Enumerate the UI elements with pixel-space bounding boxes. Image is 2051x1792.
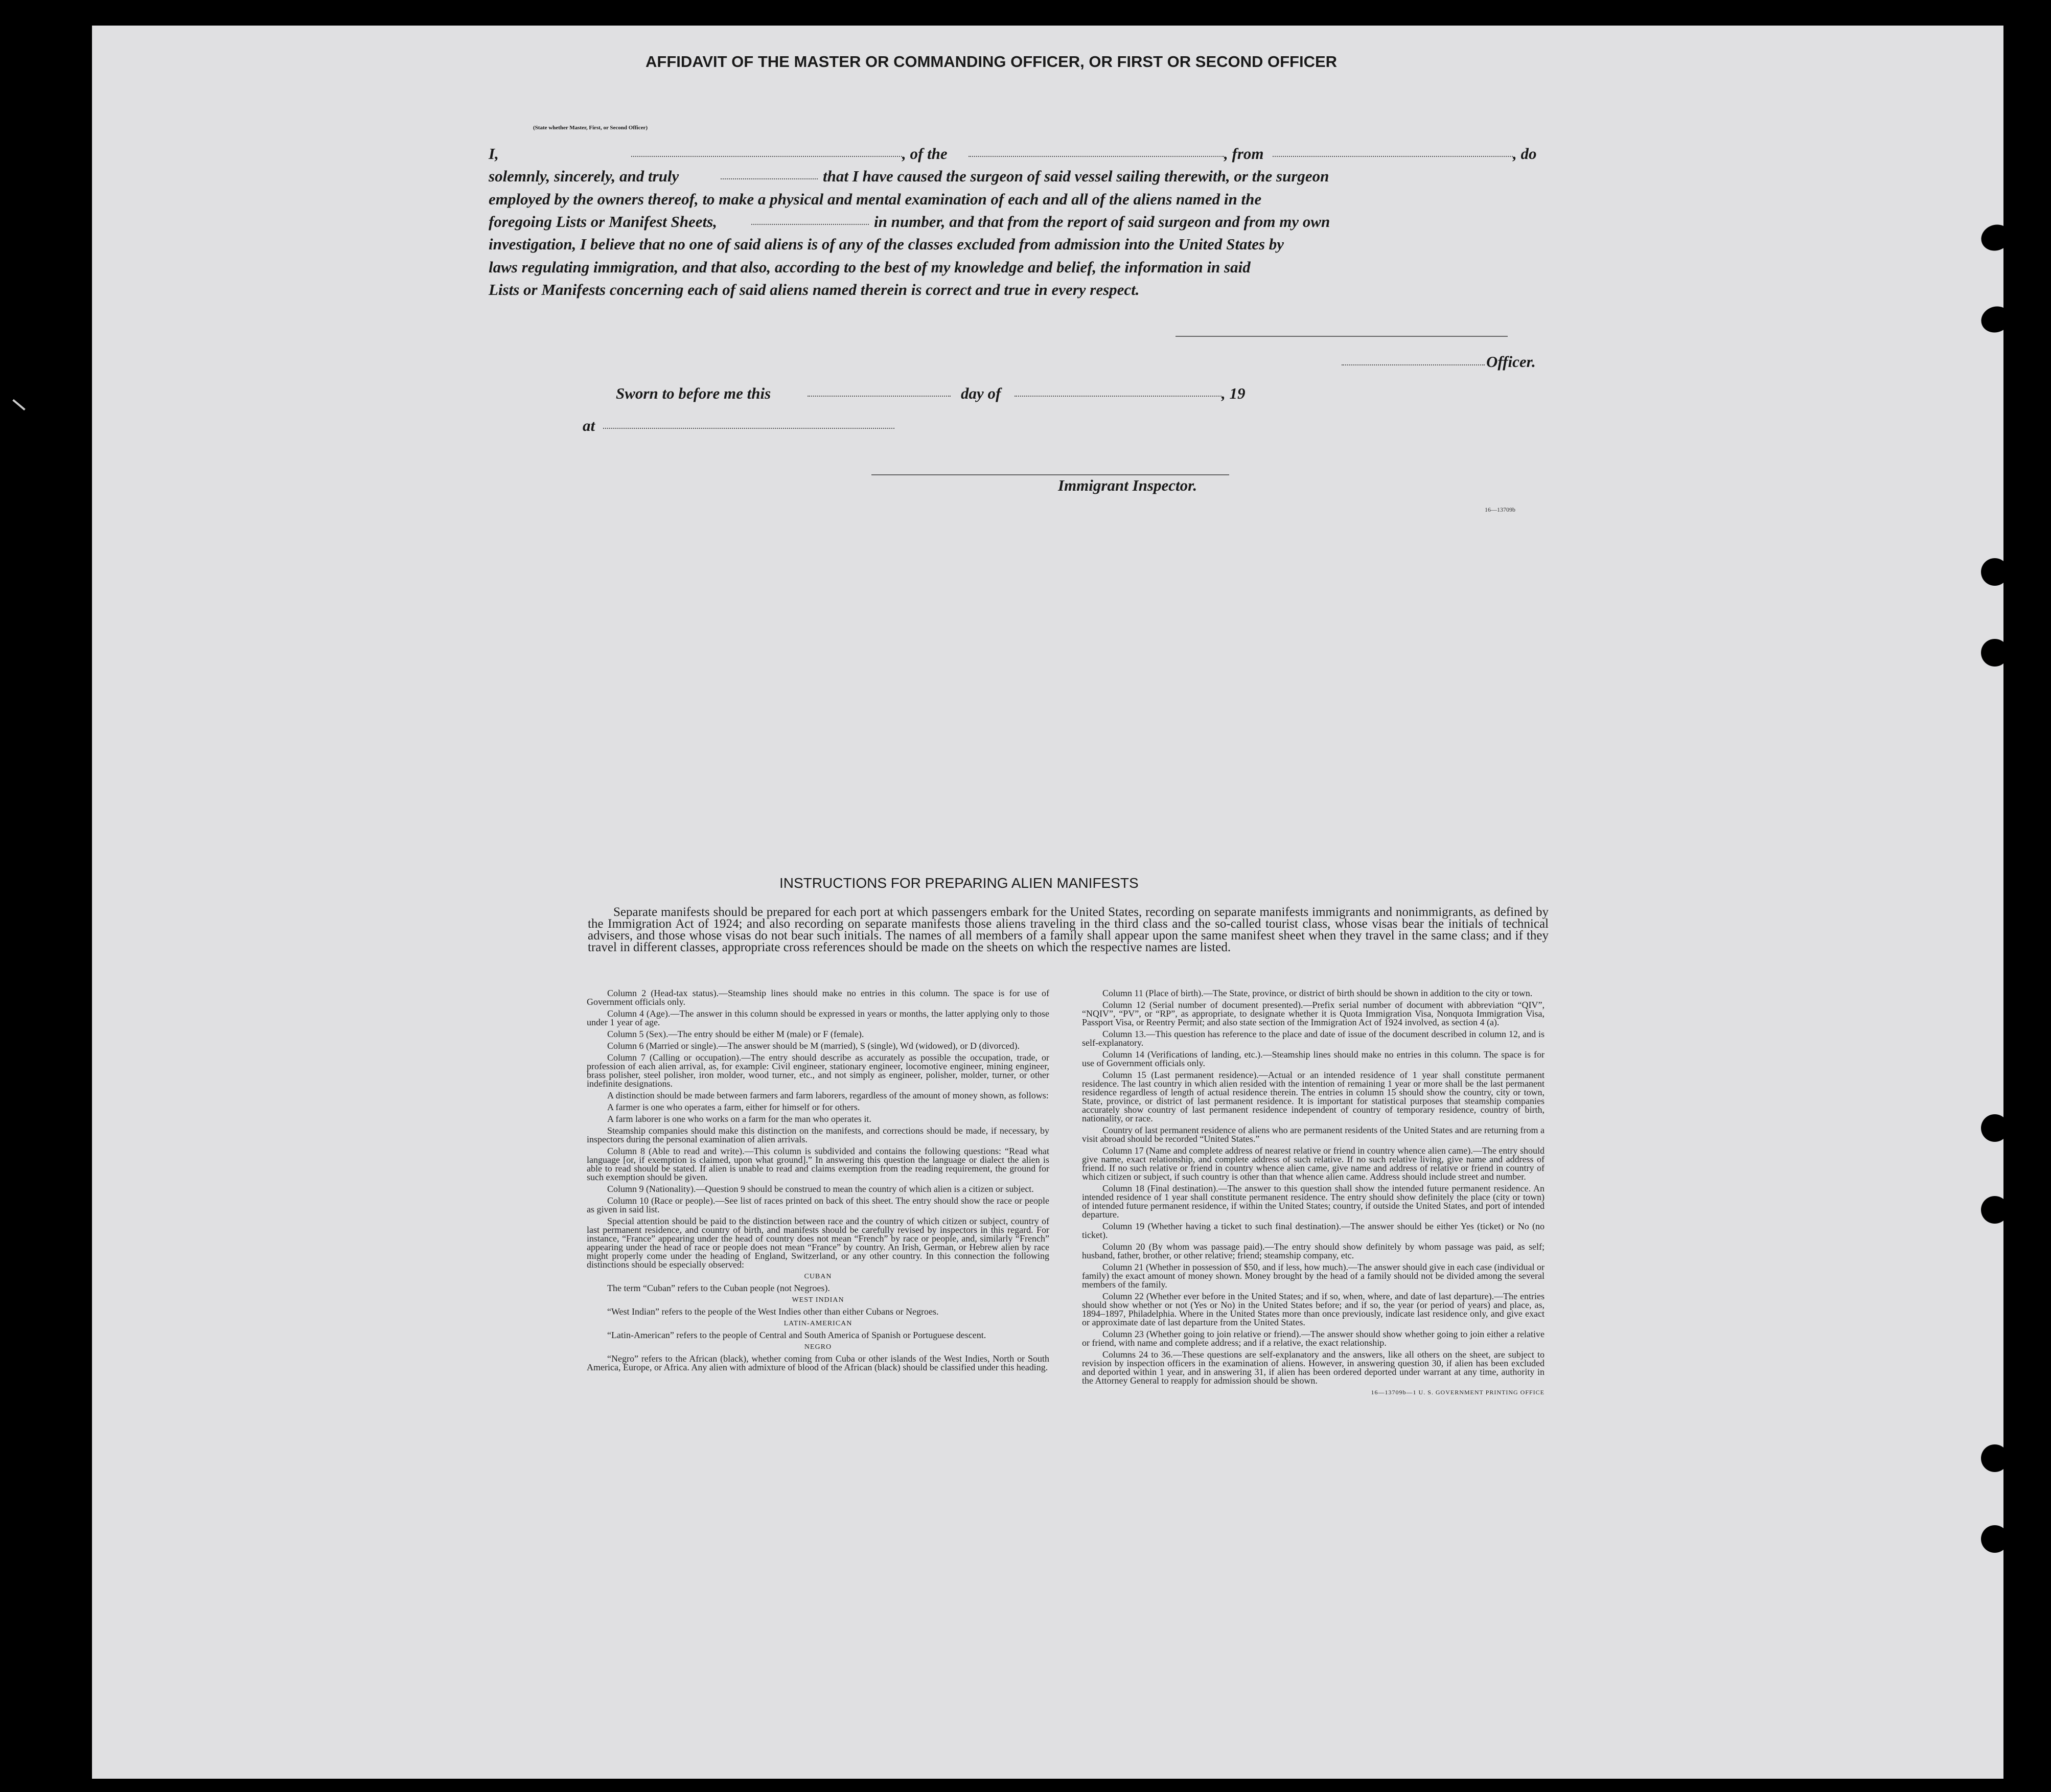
rank-note: (State whether Master, First, or Second Officer) [533,125,648,131]
instruction-paragraph: A farmer is one who operates a farm, either for himself or for others. [607,1102,860,1112]
officer-label: Officer. [1486,353,1536,371]
inspector-label: Immigrant Inspector. [1058,476,1197,494]
affidavit-i: I, [489,145,499,163]
punch-hole [1981,1114,2009,1142]
negro-heading: NEGRO [804,1343,832,1351]
sheet-count-blank [751,224,869,225]
instruction-paragraph: Column 18 (Final destination).—The answer to this question shall show the intended future permanent residence. An intended residence of 1 year shall constitute permanent residence. The entry should show definitely the place (city or town) of intended future permanent residence, if within the United States; country, if outside the United States, and port of intended departure. [1082,1183,1545,1220]
affidavit-line5: investigation, I believe that no one of said aliens is of any of the classes excluded from admission into the United States by [489,235,1284,253]
instruction-paragraph: Special attention should be paid to the distinction between race and the country of which citizen or subject, country of last permanent residence, and country of birth, and manifests should be carefully revised by inspectors in this regard. For instance, “France” appearing under the head of country does not mean “French” by race or people, and, similarly “French” appearing under the head of race or people does not mean “France” by country. An Irish, German, or Hebrew alien by race might properly come under the heading of England, Switzerland, or any other country. In this connection the following distinctions should be especially observed: [587,1216,1049,1270]
instruction-paragraph: Column 23 (Whether going to join relative or friend).—The answer should show whether going to join either a relative or friend, with name and complete address; and if a relative, the exact relationship. [1082,1329,1545,1348]
punch-hole [1981,639,2009,667]
cuban-heading: CUBAN [804,1273,832,1280]
instruction-paragraph: Column 10 (Race or people).—See list of races printed on back of this sheet. The entry should show the race or people as given in said list. [587,1196,1049,1214]
officer-rank-blank [631,156,902,157]
punch-hole [1981,558,2009,586]
instruction-paragraph: Column 17 (Name and complete address of nearest relative or friend in country whence alien came).—The entry should give name, exact relationship, and complete address of such relative. If no such relative living, give name and address of friend. If no such relative or friend in country whence alien came, give name and address of relative or friend in country of which citizen or subject, if such country is other than that whence alien came. Address should include street and number. [1082,1145,1545,1182]
day-of-text: day of [961,384,1001,402]
affidavit-title: AFFIDAVIT OF THE MASTER OR COMMANDING OFFICER, OR FIRST OR SECOND OFFICER [646,53,1338,71]
place-blank [603,428,894,429]
cuban-definition: The term “Cuban” refers to the Cuban people (not Negroes). [607,1283,830,1293]
officer-name-blank [1342,364,1485,365]
latin-american-heading: LATIN-AMERICAN [783,1320,852,1327]
instruction-paragraph: Country of last permanent residence of aliens who are permanent residents of the United States and are returning from a visit abroad should be recorded “United States.” [1082,1125,1545,1144]
instruction-paragraph: Column 7 (Calling or occupation).—The entry should describe as accurately as possible the occupation, trade, or profession of each alien arrival, as, for example: Civil engineer, stationary engineer, locomotive engineer, mining engineer, brass polisher, steel polisher, iron molder, wood turner, etc., and not simply as engineer, polisher, molder, turner, or other indefinite designations. [587,1052,1049,1089]
instruction-paragraph: Steamship companies should make this distinction on the manifests, and corrections should be made, if necessary, by inspectors during the personal examination of alien arrivals. [587,1125,1049,1144]
affidavit-do: , do [1513,145,1537,163]
instruction-paragraph: Column 9 (Nationality).—Question 9 should be construed to mean the country of which alien is a citizen or subject. [607,1184,1034,1194]
port-from-blank [1273,156,1513,157]
affidavit-line7: Lists or Manifests concerning each of said aliens named therein is correct and true in every respect. [489,281,1140,298]
instruction-paragraph: Column 14 (Verifications of landing, etc.).—Steamship lines should make no entries in this column. The space is for use of Government officials only. [1082,1049,1545,1068]
punch-hole [1981,1196,2009,1224]
latin-american-definition: “Latin-American” refers to the people of Central and South America of Spanish or Portuguese descent. [607,1330,986,1340]
instruction-paragraph: Column 19 (Whether having a ticket to such final destination).—The answer should be either Yes (ticket) or No (no ticket). [1082,1221,1545,1240]
west-indian-heading: WEST INDIAN [792,1296,844,1304]
instructions-intro: Separate manifests should be prepared for each port at which passengers embark for the United States, recording on separate manifests immigrants and nonimmigrants, as defined by the Immigration Act of 1924; and also recording on separate manifests those aliens traveling in the third class and the so-called tourist class, whose visas bear the initials of technical advisers, and those whose visas do not bear such initials. The names of all members of a family shall appear upon the same manifest sheet when they travel in the same class; and if they travel in different classes, appropriate cross references should be made on the sheets on which the respective names are listed. [588,905,1549,954]
instruction-paragraph: Column 8 (Able to read and write).—This column is subdivided and contains the following questions: “Read what language [or, if exemption is claimed, upon what ground].” In answering this question the language or dialect the alien is able to read should be stated. If alien is unable to read and claims exemption from the reading requirement, the ground for such exemption should be given. [587,1146,1049,1182]
negro-definition: “Negro” refers to the African (black), whether coming from Cuba or other islands of the West Indies, North or South America, Europe, or Africa. Any alien with admixture of blood of the African (black) should be classified under this heading. [587,1353,1049,1372]
oath-blank [721,178,818,179]
instruction-paragraph: Column 12 (Serial number of document presented).—Prefix serial number of document with abbreviation “QIV”, “NQIV”, “PV”, or “RP”, as appropriate, to designate whether it is Quota Immigration Visa, Nonquota Immigration Visa, Passport Visa, or Reentry Permit; and also state section of the Immigration Act of 1924 involved, as section 4 (a). [1082,1000,1545,1027]
affidavit-of-the: , of the [902,145,948,163]
instructions-left-column [587,989,1049,1375]
sworn-day-blank [808,396,951,397]
instruction-paragraph: Column 15 (Last permanent residence).—Actual or an intended residence of 1 year shall constitute permanent residence. The last country in which alien resided with the intention of remaining 1 year or more shall be the last permanent residence regardless of length of actual residence therein. The entries in column 15 should show the country, city or town, State, province, or district of last permanent residence. It is important for statistical purposes that steamship companies accurately show country of last permanent residence independent of country of temporary residence, country of birth, nationality, or race. [1082,1070,1545,1123]
instruction-paragraph: Column 2 (Head-tax status).—Steamship lines should make no entries in this column. The space is for use of Government officials only. [587,988,1049,1007]
at-text: at [583,417,595,434]
inspector-signature-line [871,474,1229,475]
affidavit-line3: employed by the owners thereof, to make a physical and mental examination of each and all of the aliens named in the [489,190,1262,208]
instruction-paragraph: Column 13.—This question has reference to the place and date of issue of the document described in column 12, and is self-explanatory. [1082,1029,1545,1048]
west-indian-definition: “West Indian” refers to the people of the West Indies other than either Cubans or Negroes. [607,1306,939,1317]
affidavit-line4b: in number, and that from the report of said surgeon and from my own [874,213,1330,231]
affidavit-line2b: that I have caused the surgeon of said vessel sailing therewith, or the surgeon [823,167,1329,185]
sworn-text: Sworn to before me this [616,384,771,402]
instruction-paragraph: Column 22 (Whether ever before in the United States; and if so, when, where, and date of last departure).—The entries should show whether or not (Yes or No) in the United States before; and if so, the year (or period of years) and place, as, 1894–1897, Philadelphia. Where in the United States more than once previously, indicate last residence only, and give exact or approximate date of last departure from the United States. [1082,1291,1545,1327]
sworn-month-blank [1015,396,1222,397]
instruction-paragraph: A distinction should be made between farmers and farm laborers, regardless of the amount of money shown, as follows: [607,1090,1049,1100]
affidavit-line6: laws regulating immigration, and that also, according to the best of my knowledge and belief, the information in said [489,258,1251,276]
instructions-title: INSTRUCTIONS FOR PREPARING ALIEN MANIFESTS [779,875,1139,891]
instruction-paragraph: Column 21 (Whether in possession of $50, and if less, how much).—The answer should give in each case (individual or family) the exact amount of money shown. Money brought by the head of a family should not be divided among the several members of the family. [1082,1262,1545,1290]
year-text: , 19 [1222,384,1246,402]
instruction-paragraph: Column 20 (By whom was passage paid).—The entry should show definitely by whom passage was paid, as self; husband, father, brother, or other relative; friend; steamship company, etc. [1082,1242,1545,1260]
instruction-paragraph: Column 5 (Sex).—The entry should be either M (male) or F (female). [607,1029,864,1039]
instruction-paragraph: Column 4 (Age).—The answer in this column should be expressed in years or months, the latter applying only to those under 1 year of age. [587,1008,1049,1027]
instruction-paragraph: Column 11 (Place of birth).—The State, province, or district of birth should be shown in addition to the city or town. [1102,988,1533,998]
affidavit-line2a: solemnly, sincerely, and truly [489,167,679,185]
instructions-right-column [1082,989,1545,1400]
punch-hole [1981,1525,2009,1553]
punch-hole [1981,1444,2009,1472]
vessel-name-blank [969,156,1224,157]
instruction-paragraph: Columns 24 to 36.—These questions are self-explanatory and the answers, like all others on the sheet, are subject to revision by inspection officers in the examination of aliens. However, in answering question 30, if alien has been excluded and deported within 1 year, and in answering 31, if alien has been ordered deported under warrant at any time, authority in the Attorney General to reapply for admission should be shown. [1082,1349,1545,1386]
instruction-paragraph: A farm laborer is one who works on a farm for the man who operates it. [607,1114,871,1124]
signature-line [1176,336,1508,337]
edge-mark [12,399,26,410]
form-number: 16—13709b [1485,506,1515,513]
affidavit-line4a: foregoing Lists or Manifest Sheets, [489,213,717,231]
affidavit-from: , from [1224,145,1264,163]
printing-office-footer: 16—13709b—1 U. S. GOVERNMENT PRINTING OFFICE [1371,1389,1545,1396]
instruction-paragraph: Column 6 (Married or single).—The answer should be M (married), S (single), Wd (widowed), or D (divorced). [607,1041,1020,1051]
